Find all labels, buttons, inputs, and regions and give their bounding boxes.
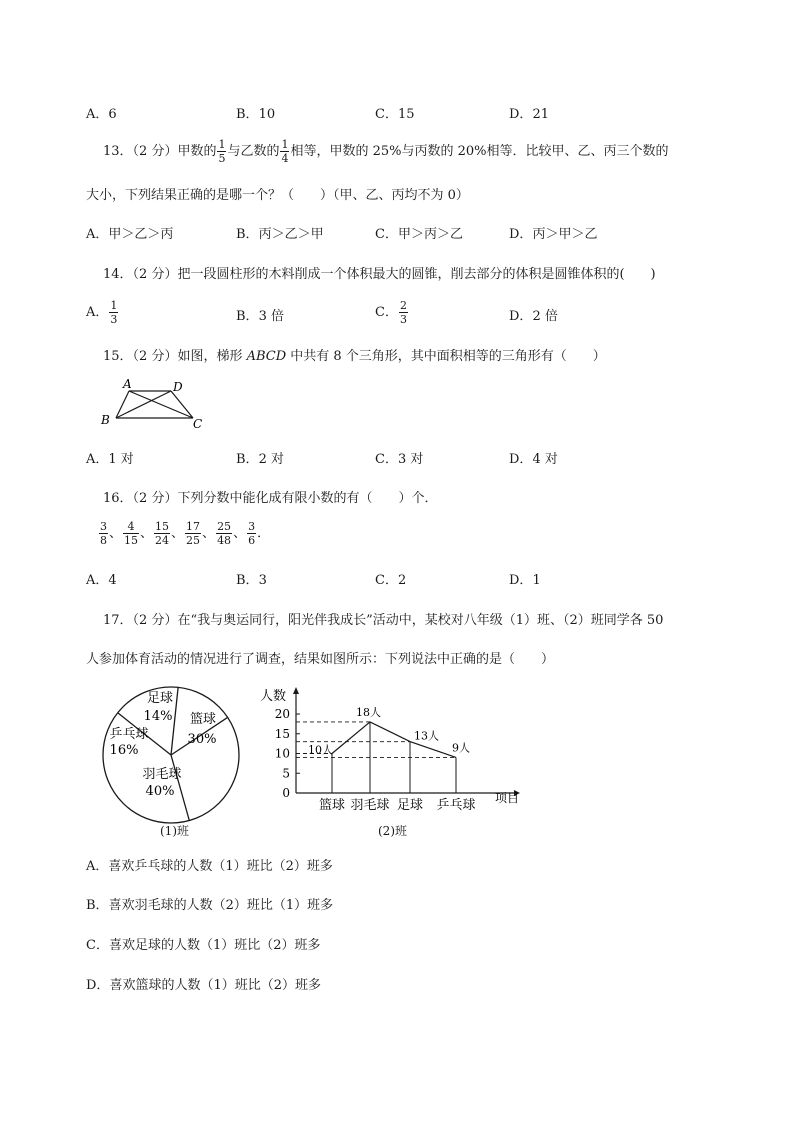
- pie-label-badminton: 羽毛球: [142, 767, 182, 782]
- pie-pct-badminton: 40%: [145, 784, 175, 799]
- q13-option-c[interactable]: C．甲＞丙＞乙: [375, 227, 463, 242]
- q14-option-c[interactable]: C． $\frac{2}{3}$: [375, 299, 407, 326]
- trapezoid-left-edge: [116, 391, 129, 418]
- category-label: 足球: [396, 798, 424, 813]
- q15-stem: 15．（2 分）如图，梯形 ABCD 中共有 8 个三角形，其中面积相等的三角形有（ ）: [103, 349, 606, 364]
- q15-option-b[interactable]: B．2 对: [236, 452, 284, 467]
- pie-pct-football: 14%: [143, 709, 173, 724]
- q16-fraction-5: $\frac{25}{48}$: [217, 520, 232, 547]
- q14-stem: 14．（2 分）把一段圆柱形的木料削成一个体积最大的圆锥，削去部分的体积是圆锥体积的( ): [103, 267, 656, 282]
- pie-label-football: 足球: [146, 691, 174, 706]
- point-label: 18人: [356, 705, 381, 719]
- y-axis-arrow-icon: [293, 687, 299, 694]
- category-label: 篮球: [318, 798, 346, 813]
- q17-option-c[interactable]: C．喜欢足球的人数（1）班比（2）班多: [86, 938, 321, 953]
- q16-option-b[interactable]: B．3: [236, 573, 267, 588]
- q13-stem-line1: 13．（2 分）甲数的 $\frac{1}{5}$ 与乙数的 $\frac{1}{4}$ 相等，甲数的 25%与丙数的 20%相等．比较甲、乙、丙三个数的: [103, 138, 669, 165]
- y-tick-label: 20: [274, 707, 290, 721]
- q13-option-b[interactable]: B．丙＞乙＞甲: [236, 227, 324, 242]
- pie-label-pingpong: 乒乓球: [109, 727, 149, 742]
- q15-option-d[interactable]: D．4 对: [509, 452, 558, 467]
- q17-stem-line2: 人参加体育活动的情况进行了调查，结果如图所示：下列说法中正确的是（ ）: [86, 652, 555, 667]
- q15-option-c[interactable]: C．3 对: [375, 452, 424, 467]
- y-tick-label: 5: [282, 766, 290, 781]
- q16-fraction-4: $\frac{17}{25}$: [186, 520, 201, 547]
- q17-option-b[interactable]: B．喜欢羽毛球的人数（2）班比（1）班多: [86, 898, 334, 913]
- pie-label-basketball: 篮球: [189, 712, 217, 727]
- q16-option-d[interactable]: D．1: [509, 573, 541, 588]
- point-label: 10人: [308, 743, 333, 757]
- q16-fraction-2: $\frac{4}{15}$: [124, 520, 139, 547]
- q16-fraction-1: $\frac{3}{8}$: [100, 520, 107, 547]
- q16-fraction-list: $\frac{3}{8}$ 、 $\frac{4}{15}$ 、 $\frac{15}{24}$ 、 $\frac{17}{25}$ 、 $\frac{25}{48}$ 、 $\frac{3}{6}$ ．: [100, 520, 271, 547]
- q13-stem-line2: 大小，下列结果正确的是哪一个？（ ）（甲、乙、丙均不为 0）: [86, 188, 469, 203]
- q17-option-a[interactable]: A．喜欢乒乓球的人数（1）班比（2）班多: [86, 859, 333, 874]
- vertex-label-b: B: [101, 413, 110, 427]
- q15-option-a[interactable]: A．1 对: [86, 452, 134, 467]
- q14-option-a[interactable]: A． $\frac{1}{3}$: [86, 299, 118, 326]
- q14-option-a-fraction: $\frac{1}{3}$: [110, 299, 118, 326]
- y-tick-label: 10: [274, 746, 290, 761]
- y-axis-label: 人数: [260, 689, 287, 704]
- point-label: 9人: [452, 741, 470, 755]
- q13-fraction-1: $\frac{1}{5}$: [218, 138, 226, 165]
- trapezoid-diagonal-ac: [129, 391, 193, 418]
- q14-option-d[interactable]: D．2 倍: [509, 309, 558, 324]
- q16-option-c[interactable]: C．2: [375, 573, 407, 588]
- q14-option-c-fraction: $\frac{2}{3}$: [399, 299, 407, 326]
- y-tick-label: 15: [274, 726, 290, 741]
- q13-fraction-2: $\frac{1}{4}$: [281, 138, 289, 165]
- q12-option-c[interactable]: C．15: [375, 107, 415, 122]
- q12-option-b[interactable]: B．10: [236, 107, 276, 122]
- q17-stem-line1: 17．（2 分）在“我与奥运同行，阳光伴我成长”活动中，某校对八年级（1）班、（2）班同学各 50: [103, 613, 664, 628]
- pie-chart-caption: (1)班: [160, 824, 189, 838]
- q17-option-d[interactable]: D．喜欢篮球的人数（1）班比（2）班多: [86, 978, 321, 993]
- q13-option-a[interactable]: A．甲＞乙＞丙: [86, 227, 174, 242]
- class1-pie-chart: [96, 680, 258, 842]
- vertex-label-c: C: [193, 417, 203, 431]
- line-chart-caption: (2)班: [378, 824, 407, 838]
- vertex-label-a: A: [123, 377, 132, 391]
- q16-fraction-6: $\frac{3}{6}$: [248, 520, 256, 547]
- q16-fraction-3: $\frac{15}{24}$: [155, 520, 170, 547]
- x-axis-label: 项目: [495, 791, 520, 805]
- category-label: 乒乓球: [436, 798, 476, 813]
- class2-line-chart: [258, 680, 528, 820]
- category-label: 羽毛球: [350, 798, 390, 813]
- vertex-label-d: D: [173, 380, 183, 394]
- q16-option-a[interactable]: A．4: [86, 573, 117, 588]
- q12-option-d[interactable]: D．21: [509, 107, 549, 122]
- pie-pct-basketball: 30%: [187, 732, 217, 747]
- trapezoid-figure: [96, 372, 216, 434]
- q16-stem: 16．（2 分）下列分数中能化成有限小数的有（ ）个．: [103, 491, 438, 506]
- y-tick-label: 0: [282, 786, 290, 800]
- q12-option-a[interactable]: A．6: [86, 107, 117, 122]
- q14-option-b[interactable]: B．3 倍: [236, 309, 284, 324]
- q13-option-d[interactable]: D．丙＞甲＞乙: [509, 227, 598, 242]
- point-label: 13人: [414, 729, 439, 743]
- pie-pct-pingpong: 16%: [109, 743, 139, 758]
- trapezoid-diagonal-bd: [116, 391, 171, 418]
